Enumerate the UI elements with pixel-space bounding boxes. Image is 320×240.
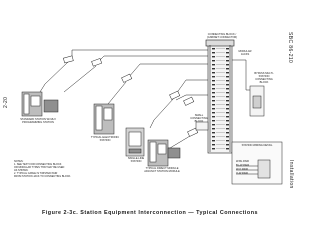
block-terminal [226,124,229,125]
block-terminal [212,76,215,77]
note-line: NOTES: [14,160,24,163]
adapter-1 [63,56,73,63]
block-terminal [226,56,229,57]
note-line: OR MODULAR TYPES THAT MAY BE USED [14,166,65,170]
telephone-single-line [126,128,144,156]
block-terminal [212,68,215,69]
block-terminal [226,80,229,81]
section-title: Installation [288,160,294,189]
block-terminal [212,136,215,137]
block-terminal [226,112,229,113]
block-terminal [212,128,215,129]
block-terminal [212,92,215,93]
block-terminal [226,136,229,137]
block-terminal [226,68,229,69]
block-terminal [212,124,215,125]
block-terminal [212,64,215,65]
document-number: SBC 86-210 [287,32,293,64]
block-terminal [212,140,215,141]
figure-caption: Figure 2-3c. Station Equipment Interconnection — Typical Connections [41,210,258,216]
block-terminal [226,140,229,141]
label-single-line: SINGLE-LINE STATION [127,157,145,163]
block-terminal [226,60,229,61]
block-terminal [226,96,229,97]
block-terminal [226,64,229,65]
note-line: 1. SEE TEXT FOR CONNECTING BLOCK [14,163,62,167]
block-terminal [226,84,229,85]
modular-adapters [63,56,197,137]
block-terminal [212,100,215,101]
label-typical-station: TYPICAL ELECTRONIC STATION [90,136,120,142]
adapter-3 [122,74,132,82]
note-line: FROM STATION JACK TO CONNECTING BLOCK. [14,175,72,179]
label-standard-station: STANDARD STATION W/ MLX PROGRAMMING STATION [20,118,56,124]
block-terminal [226,76,229,77]
block-terminal [226,100,229,101]
block-terminal [212,88,215,89]
block-terminal [212,60,215,61]
block-terminal [226,116,229,117]
telephone-adjunct [148,140,180,166]
block-terminal [226,120,229,121]
label-adjunct: TYPICAL DIRECT MODULE ADJUNCT STATION MODULE [144,167,180,173]
block-terminal [212,56,215,57]
adapter-5 [184,97,194,105]
block-terminal [212,108,215,109]
block-terminal [212,52,215,53]
block-terminal [226,148,229,149]
block-terminal [212,120,215,121]
block-terminal [212,132,215,133]
block-terminal [226,104,229,105]
block-terminal [226,128,229,129]
bypass-block [250,86,264,116]
block-terminal [226,144,229,145]
block-terminal [212,104,215,105]
block-terminal [212,48,215,49]
block-terminal [212,112,215,113]
note-line: AS SHOWN. [14,169,29,173]
label-cabinet-top: CONNECTING BLOCK / (CABINET CONNECTOR) [206,33,238,39]
notes-block [14,160,71,179]
telephone-standard [22,92,58,116]
inset-pair-2: BL-W PAIR [236,163,250,167]
block-terminal [212,84,215,85]
page-number: 2-20 [3,96,9,108]
note-line: 2. TYPICAL CABLE IS TWISTED PAIR [14,172,58,176]
block-terminal [226,132,229,133]
block-terminal [226,52,229,53]
block-terminal [212,72,215,73]
block-terminal [226,88,229,89]
inset-pair-4: O-W PAIR [236,171,248,175]
small-connecting-block [196,122,208,130]
label-inset-title: STATION WIRING DETAIL [241,144,273,147]
label-small-block: SMALL CONNECTING BLOCK [190,114,208,123]
label-bypass-block: BYPASS MULTI-STATION CONNECTING BLOCK [254,72,274,84]
block-terminal [226,48,229,49]
adapter-2 [92,58,102,66]
block-terminal [226,72,229,73]
block-terminal [212,96,215,97]
label-cabinet-side: MODULAR JACKS [238,50,252,56]
telephone-typical [94,104,114,134]
block-terminal [226,92,229,93]
block-terminal [226,108,229,109]
inset-pair-1: W-BL PAIR [236,160,249,163]
block-terminal [212,144,215,145]
block-terminal [212,80,215,81]
block-terminal [212,148,215,149]
inset-pair-3: W-O PAIR [236,167,248,171]
block-terminal [212,116,215,117]
adapter-4 [170,91,180,99]
